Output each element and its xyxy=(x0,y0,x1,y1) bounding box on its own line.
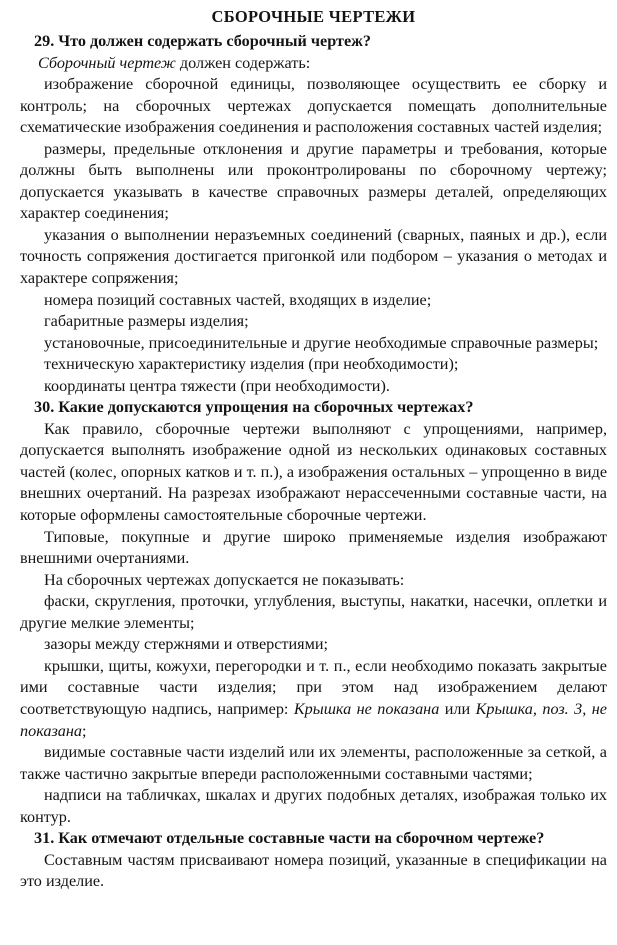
question-number: 31. xyxy=(34,829,55,848)
paragraph: установочные, присоединительные и другие необходимые справочные размеры; xyxy=(44,333,599,352)
paragraph: изображение сборочной единицы, позволяющее осуществить ее сборку и контроль; на сборочных чертежах допускается помещать дополнительные схематические изображения соединения и расположения составных частей изделия; xyxy=(20,75,607,137)
question-text: Какие допускаются упрощения на сборочных чертежах? xyxy=(58,398,474,417)
paragraph: Составным частям присваивают номера позиций, указанные в спецификации на это изделие. xyxy=(20,850,607,891)
paragraph: Как правило, сборочные чертежи выполняют с упрощениями, например, допускается выполнять изображение одной из нескольких одинаковых составных частей (колес, опорных катков и т. п.), а изображения остальных – упрощенно в виде внешних очертаний. На разрезах изображают нерассеченными составные части, на которые оформлены самостоятельные сборочные чертежи. xyxy=(20,419,607,525)
paragraph: размеры, предельные отклонения и другие параметры и требования, которые должны быть выполнены или проконтролированы по сборочному чертежу; допускается указывать в качестве справочных размеры деталей, определяющих характер соединения; xyxy=(20,139,607,223)
example-italic: Крышка, поз. 3, не показана xyxy=(20,699,607,740)
question-number: 30. xyxy=(34,398,55,417)
page-title: СБОРОЧНЫЕ ЧЕРТЕЖИ xyxy=(211,7,416,26)
paragraph: зазоры между стержнями и отверстиями; xyxy=(44,635,329,654)
paragraph: видимые составные части изделий или их элементы, расположенные за сеткой, а также частично закрытые впереди расположенными составными частями; xyxy=(20,743,607,783)
ending-text: ; xyxy=(81,721,87,740)
paragraph-covers xyxy=(20,656,607,742)
paragraph: указания о выполнении неразъемных соединений (сварных, паяных и др.), если точность сопряжения достигается пригонкой или подбором – указания о методах и характере сопряжения; xyxy=(20,225,607,288)
question-heading-29 xyxy=(20,31,607,53)
paragraph: На сборочных чертежах допускается не показывать: xyxy=(44,570,405,589)
question-heading-31 xyxy=(20,828,607,850)
joiner-text: или xyxy=(439,699,476,718)
question-number: 29. xyxy=(34,32,55,50)
term-italic: Сборочный чертеж xyxy=(38,53,176,72)
paragraph: техническую характеристику изделия (при необходимости); xyxy=(44,355,459,374)
example-italic: Крышка не показана xyxy=(293,699,440,718)
paragraph: надписи на табличках, шкалах и других подобных деталях, изображая только их контур. xyxy=(20,786,607,826)
paragraph: фаски, скругления, проточки, углубления, выступы, накатки, насечки, оплетки и другие мелкие элементы; xyxy=(20,592,607,632)
paragraph-intro xyxy=(20,53,607,75)
paragraph: Типовые, покупные и другие широко применяемые изделия изображают внешними очертаниями. xyxy=(20,527,607,568)
question-heading-30 xyxy=(20,397,607,419)
question-text: Что должен содержать сборочный чертеж? xyxy=(58,32,371,50)
question-text: Как отмечают отдельные составные части на сборочном чертеже? xyxy=(58,829,545,848)
paragraph: габаритные размеры изделия; xyxy=(44,312,249,331)
paragraph: номера позиций составных частей, входящих в изделие; xyxy=(44,290,432,309)
paragraph: координаты центра тяжести (при необходимости). xyxy=(44,376,390,395)
covers-text: крышки, щиты, кожухи, перегородки и т. п., если необходимо показать закрытые ими составные части изделия; при этом над изображением делают соответствующую надпись, например: xyxy=(20,656,607,718)
intro-rest: должен содержать: xyxy=(175,53,311,72)
